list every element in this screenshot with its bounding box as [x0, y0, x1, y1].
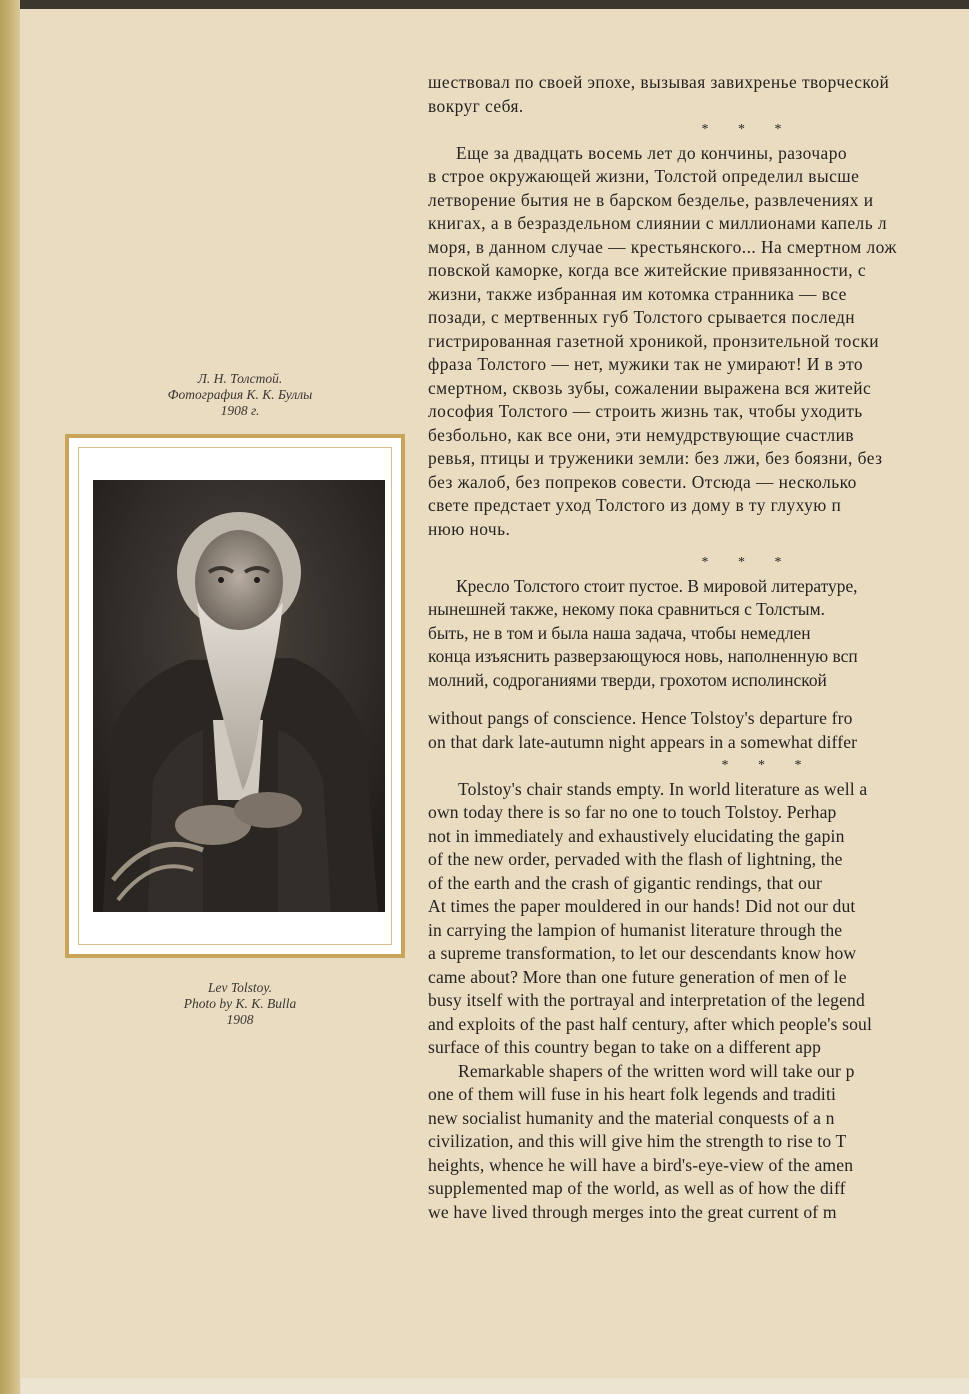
- text-line: in carrying the lampion of humanist literature through the: [428, 919, 843, 940]
- portrait-photo: [93, 480, 385, 912]
- text-line: быть, не в том и была наша задача, чтобы немедлен: [428, 622, 811, 643]
- text-line: without pangs of conscience. Hence Tolstoy's departure fro: [428, 708, 853, 728]
- caption-line: Photo by K. K. Bulla: [183, 996, 297, 1011]
- text-line: we have lived through merges into the great current of m: [428, 1201, 837, 1222]
- text-line: в строе окружающей жизни, Толстой определил высше: [428, 166, 860, 186]
- text-line: фраза Толстого — нет, мужики так не умирают! И в это: [428, 354, 864, 374]
- text-line: позади, с мертвенных губ Толстого срывается последн: [428, 307, 856, 327]
- text-line: own today there is so far no one to touch Tolstoy. Perhap: [428, 802, 837, 822]
- russian-text-block: [428, 71, 969, 541]
- text-line: ревья, птицы и труженики земли: без лжи, без боязни, без: [428, 448, 883, 468]
- text-line: on that dark late-autumn night appears in a somewhat differ: [428, 731, 858, 752]
- russian-text-block-2: [428, 551, 969, 692]
- book-spine-edge: [0, 0, 20, 1394]
- caption-line: 1908 г.: [220, 403, 260, 418]
- text-line: a supreme transformation, to let our descendants know how: [428, 943, 857, 963]
- text-line: лософия Толстого — строить жизнь так, чтобы уходить: [428, 401, 863, 421]
- text-line: came about? More than one future generation of men of le: [428, 966, 847, 987]
- section-separator: * * *: [721, 758, 815, 773]
- text-line: one of them will fuse in his heart folk legends and traditi: [428, 1084, 837, 1104]
- text-line: civilization, and this will give him the strength to rise to T: [428, 1131, 847, 1151]
- text-line: busy itself with the portrayal and interpretation of the legend: [428, 990, 865, 1010]
- text-line: Tolstoy's chair stands empty. In world literature as well a: [458, 778, 868, 799]
- text-line: нынешней также, некому пока сравниться с Толстым.: [428, 599, 825, 619]
- photo-frame: [65, 434, 405, 958]
- text-line: not in immediately and exhaustively elucidating the gapin: [428, 825, 845, 846]
- text-line: смертном, сквозь зубы, сожалении выражена вся житейс: [428, 377, 872, 398]
- text-line: Remarkable shapers of the written word will take our p: [458, 1060, 855, 1081]
- portrait-photo-image: [93, 480, 385, 912]
- caption-russian: [100, 371, 380, 419]
- english-text-block: [428, 707, 969, 1224]
- text-line: повской каморке, когда все житейские привязанности, с: [428, 260, 867, 280]
- text-line: surface of this country began to take on a different app: [428, 1037, 822, 1057]
- text-line: At times the paper mouldered in our hands! Did not our dut: [428, 896, 856, 916]
- text-line: конца изъяснить разверзающуюся новь, наполненную всп: [428, 646, 858, 666]
- text-line: моря, в данном случае — крестьянского... На смертном лож: [428, 236, 897, 257]
- text-line: молний, содроганиями тверди, грохотом исполинской: [428, 669, 827, 690]
- text-line: supplemented map of the world, as well as of how the diff: [428, 1178, 846, 1198]
- caption-line: Фотография К. К. Буллы: [167, 387, 313, 402]
- book-top-edge: [0, 0, 969, 9]
- text-line: new socialist humanity and the material conquests of a n: [428, 1107, 835, 1128]
- text-line: безбольно, как все они, эти немудрствующие счастлив: [428, 424, 854, 445]
- page-bottom-margin: [21, 1378, 969, 1394]
- caption-line: 1908: [226, 1012, 254, 1027]
- caption-line: Lev Tolstoy.: [207, 980, 272, 995]
- text-line: нюю ночь.: [428, 518, 511, 539]
- section-separator: * * *: [701, 122, 795, 137]
- text-line: of the earth and the crash of gigantic rendings, that our: [428, 872, 823, 893]
- text-line: летворение бытия не в барском безделье, развлечениях и: [428, 189, 874, 210]
- text-line: без жалоб, без попреков совести. Отсюда — несколько: [428, 471, 857, 492]
- text-line: жизни, также избранная им котомка странника — все: [428, 283, 847, 304]
- text-line: heights, whence he will have a bird's-eye-view of the amen: [428, 1154, 854, 1175]
- text-line: of the new order, pervaded with the flash of lightning, the: [428, 849, 843, 869]
- section-separator: * * *: [701, 555, 795, 570]
- text-line: and exploits of the past half century, after which people's soul: [428, 1013, 873, 1034]
- text-line: книгах, а в безраздельном слиянии с миллионами капель л: [428, 213, 887, 233]
- text-line: шествовал по своей эпохе, вызывая завихренье творческой: [428, 72, 890, 92]
- text-line: вокруг себя.: [428, 95, 524, 116]
- caption-line: Л. Н. Толстой.: [197, 371, 283, 386]
- text-line: гистрированная газетной хроникой, пронзительной тоски: [428, 330, 879, 351]
- text-line: Еще за двадцать восемь лет до кончины, разочаро: [456, 142, 847, 163]
- text-line: свете предстает уход Толстого из дому в ту глухую п: [428, 495, 842, 515]
- text-line: Кресло Толстого стоит пустое. В мировой литературе,: [456, 575, 858, 596]
- caption-english: [100, 980, 380, 1028]
